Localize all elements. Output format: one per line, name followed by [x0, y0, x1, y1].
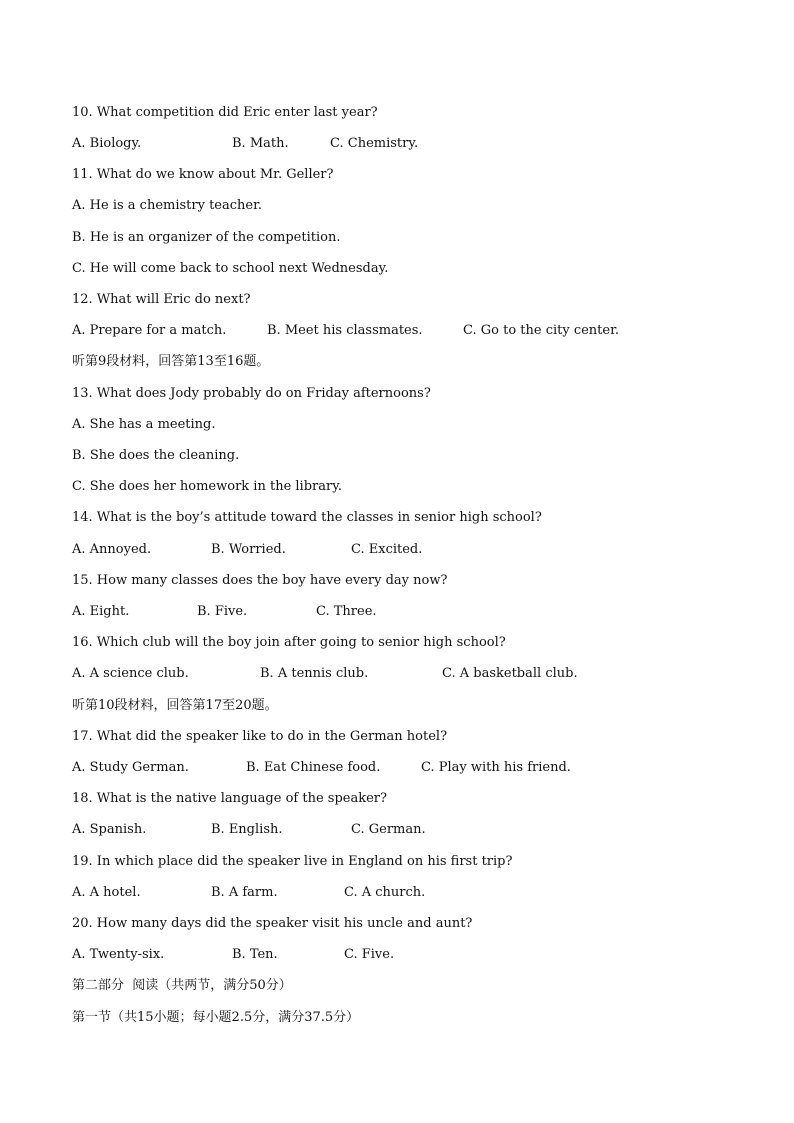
question-line: 16. Which club will the boy join after going to senior high school?	[72, 635, 506, 650]
answer-option: B. Worried.	[211, 542, 286, 557]
question-line: A. She has a meeting.	[72, 417, 216, 432]
answer-option: B. Eat Chinese food.	[246, 760, 381, 775]
answer-option: C. Three.	[316, 604, 377, 619]
question-line: 11. What do we know about Mr. Geller?	[72, 167, 334, 182]
question-line: 第一节（共15小题；每小题2.5分，满分37.5分）	[72, 1010, 360, 1025]
answer-option: C. A basketball club.	[442, 666, 578, 681]
answer-option: A. Annoyed.	[72, 542, 152, 557]
answer-option: A. Prepare for a match.	[72, 323, 227, 338]
answer-option: B. A farm.	[211, 885, 278, 900]
question-line: 听第10段材料，回答第17至20题。	[72, 698, 278, 713]
answer-option: C. Play with his friend.	[421, 760, 571, 775]
question-line: C. She does her homework in the library.	[72, 479, 342, 494]
answer-option: B. Ten.	[232, 947, 278, 962]
question-line: 18. What is the native language of the speaker?	[72, 791, 387, 806]
answer-option: A. Study German.	[72, 760, 189, 775]
question-line: 15. How many classes does the boy have every day now?	[72, 573, 448, 588]
question-line: 听第9段材料，回答第13至16题。	[72, 354, 270, 369]
question-line: 19. In which place did the speaker live in England on his first trip?	[72, 854, 513, 869]
answer-option: C. Excited.	[351, 542, 423, 557]
answer-option: B. Meet his classmates.	[267, 323, 423, 338]
answer-option: B. English.	[211, 822, 283, 837]
question-line: B. He is an organizer of the competition.	[72, 230, 341, 245]
question-line: 14. What is the boy’s attitude toward the classes in senior high school?	[72, 510, 542, 525]
answer-option: A. Biology.	[72, 136, 142, 151]
answer-option: C. Chemistry.	[330, 136, 419, 151]
answer-option: A. A science club.	[72, 666, 189, 681]
answer-option: C. Go to the city center.	[463, 323, 620, 338]
question-line: A. He is a chemistry teacher.	[72, 198, 263, 213]
question-line: 20. How many days did the speaker visit his uncle and aunt?	[72, 916, 473, 931]
answer-option: B. A tennis club.	[260, 666, 369, 681]
question-line: B. She does the cleaning.	[72, 448, 240, 463]
answer-option: A. Spanish.	[72, 822, 147, 837]
question-line: 13. What does Jody probably do on Friday afternoons?	[72, 386, 431, 401]
question-line: 第二部分 阅读（共两节，满分50分）	[72, 978, 292, 993]
answer-option: C. Five.	[344, 947, 395, 962]
question-line: 17. What did the speaker like to do in the German hotel?	[72, 729, 448, 744]
answer-option: C. German.	[351, 822, 426, 837]
answer-option: B. Five.	[197, 604, 248, 619]
answer-option: B. Math.	[232, 136, 289, 151]
question-line: 12. What will Eric do next?	[72, 292, 251, 307]
answer-option: C. A church.	[344, 885, 426, 900]
answer-option: A. Eight.	[72, 604, 130, 619]
answer-option: A. A hotel.	[72, 885, 141, 900]
question-line: 10. What competition did Eric enter last year?	[72, 105, 378, 120]
question-line: C. He will come back to school next Wednesday.	[72, 261, 389, 276]
answer-option: A. Twenty-six.	[72, 947, 165, 962]
